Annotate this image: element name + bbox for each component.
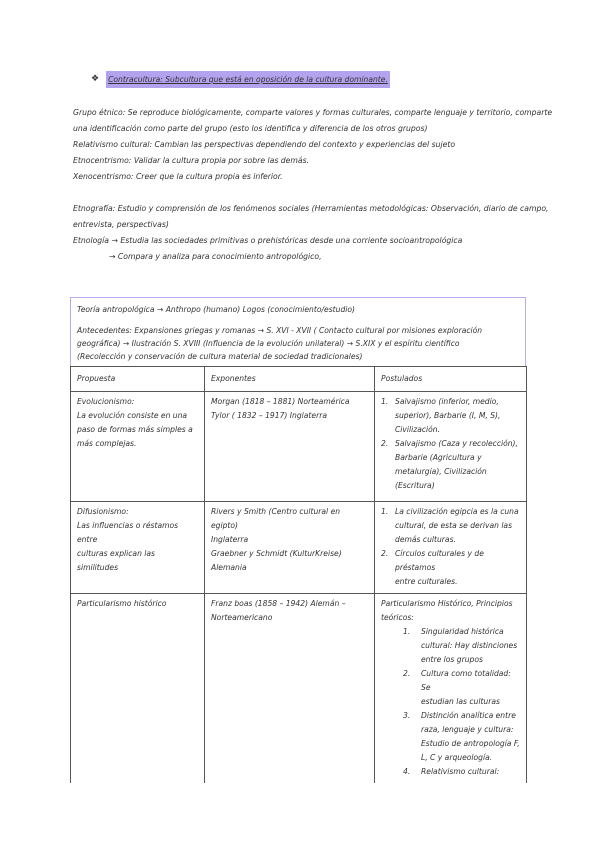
postulado-line: Círculos culturales y de préstamos — [395, 549, 484, 572]
postulado-line: Cultura como totalidad: Se — [421, 669, 511, 692]
propuesta-title: Difusionismo: — [77, 507, 129, 516]
propuesta-text: culturas explican las similitudes — [77, 549, 156, 572]
postulado-number: 1. — [403, 627, 411, 636]
exponente-line: Graebner y Schmidt (KulturKreise) — [211, 549, 342, 558]
postulado-line: entre culturales. — [395, 577, 458, 586]
postulado-line: (Escritura) — [395, 481, 435, 490]
postulados-list — [381, 395, 520, 493]
postulado-line: Salvajismo (Caza y recolección), — [395, 439, 518, 448]
header-postulados: Postulados — [375, 367, 527, 392]
postulados-cell — [375, 502, 527, 594]
postulado-line: Distinción analítica entre — [421, 711, 516, 720]
exponente-line: Franz boas (1858 – 1942) Alemán – — [211, 599, 346, 608]
postulado-item — [381, 395, 520, 437]
antecedentes-line-1: Antecedentes: Expansiones griegas y romanas → S. XVI - XVII ( Contacto cultural por misiones exploración — [77, 326, 483, 335]
postulado-line: cultural, de esta se derivan las — [395, 521, 513, 530]
propuesta-title: Particularismo histórico — [77, 599, 167, 608]
postulado-line: metalurgia), Civilización — [395, 467, 487, 476]
postulado-line: La civilización egipcia es la cuna — [395, 507, 519, 516]
postulado-number: 1. — [381, 507, 389, 516]
postulado-number: 3. — [403, 711, 411, 720]
table-row-particularismo — [71, 594, 527, 784]
propuesta-text: más complejas. — [77, 439, 137, 448]
exponente-line: Tylor ( 1832 – 1917) Inglaterra — [211, 411, 327, 420]
theory-header-box — [70, 297, 526, 366]
postulados-intro: Particularismo Histórico, Principios — [381, 599, 513, 608]
exponente-line: Inglaterra — [211, 535, 249, 544]
relativismo-line: Relativismo cultural: Cambian las perspectivas dependiendo del contexto y experiencias del sujeto — [73, 140, 456, 149]
postulado-line: cultural: Hay distinciones — [421, 641, 518, 650]
exponente-line: Morgan (1818 – 1881) Norteamérica — [211, 397, 350, 406]
grupo-etnico-line-2: una identificación como parte del grupo (esto los identifica y diferencia de los otros grupos) — [73, 124, 428, 133]
table-row-evolucionismo — [71, 392, 527, 502]
contracultura-bullet-line — [91, 71, 390, 88]
postulado-line: Civilización. — [395, 425, 441, 434]
postulado-number: 2. — [381, 439, 389, 448]
postulado-item — [403, 709, 520, 765]
postulados-cell — [375, 392, 527, 502]
grupo-etnico-line-1: Grupo étnico: Se reproduce biológicamente, comparte valores y formas culturales, comparte lenguaje y territorio, comparte — [73, 108, 553, 117]
theories-table — [70, 366, 527, 783]
exponentes-cell — [205, 594, 375, 784]
postulado-line: raza, lenguaje y cultura: — [421, 725, 514, 734]
header-exponentes: Exponentes — [205, 367, 375, 392]
etnologia-line-2: → Compara y analiza para conocimiento antropológico, — [109, 252, 322, 261]
propuesta-text: Las influencias o réstamos entre — [77, 521, 179, 544]
exponente-line: Rivers y Smith (Centro cultural en egipto) — [211, 507, 341, 530]
postulado-number: 2. — [381, 549, 389, 558]
postulado-item — [403, 625, 520, 667]
postulados-intro: teóricos: — [381, 613, 414, 622]
postulado-line: estudian las culturas — [421, 697, 500, 706]
etnocentrismo-line: Etnocentrismo: Validar la cultura propia por sobre las demás. — [73, 156, 310, 165]
postulado-line: Salvajismo (inferior, medio, — [395, 397, 499, 406]
etnologia-line-1: Etnología → Estudia las sociedades primitivas o prehistóricas desde una corriente socioantropológica — [73, 236, 463, 245]
diamond-bullet-icon: ❖ — [91, 74, 100, 84]
etnografia-line-1: Etnografía: Estudio y comprensión de los fenómenos sociales (Herramientas metodológicas: Observación, diario de campo, — [73, 204, 549, 213]
propuesta-cell — [71, 502, 205, 594]
theory-table-section — [70, 297, 526, 783]
postulados-list — [381, 625, 520, 779]
definitions-block-1 — [73, 105, 553, 185]
postulado-item — [403, 667, 520, 709]
xenocentrismo-line: Xenocentrismo: Creer que la cultura propia es inferior. — [73, 172, 283, 181]
postulados-list — [381, 505, 520, 589]
propuesta-text: paso de formas más simples a — [77, 425, 193, 434]
postulado-line: Barbarie (Agricultura y — [395, 453, 482, 462]
antecedentes-line-3: (Recolección y conservación de cultura material de sociedad tradicionales) — [77, 352, 363, 361]
theory-title: Teoría antropológica → Anthropo (humano) Logos (conocimiento/estudio) — [77, 305, 355, 314]
propuesta-title: Evolucionismo: — [77, 397, 135, 406]
exponente-line: Alemania — [211, 563, 247, 572]
table-row-difusionismo — [71, 502, 527, 594]
postulado-line: L, C y arqueología. — [421, 753, 493, 762]
postulado-line: Estudio de antropología F, — [421, 739, 520, 748]
postulado-line: Singularidad histórica — [421, 627, 504, 636]
exponentes-cell — [205, 502, 375, 594]
exponente-line: Norteamericano — [211, 613, 273, 622]
propuesta-cell — [71, 594, 205, 784]
postulado-line: demás culturas. — [395, 535, 456, 544]
antecedentes-line-2: geográfica) → Ilustración S. XVIII (Influencia de la evolución unilateral) → S.XIX y el espíritu científico — [77, 339, 460, 348]
postulado-line: superior), Barbarie (I, M, S), — [395, 411, 501, 420]
postulado-number: 2. — [403, 669, 411, 678]
postulado-item — [381, 505, 520, 547]
postulado-item — [381, 547, 520, 589]
definitions-block-2 — [73, 201, 549, 265]
header-propuesta: Propuesta — [71, 367, 205, 392]
postulados-cell — [375, 594, 527, 784]
postulado-line: Relativismo cultural: — [421, 767, 500, 776]
table-header-row — [71, 367, 527, 392]
postulado-number: 4. — [403, 767, 411, 776]
postulado-number: 1. — [381, 397, 389, 406]
etnografia-line-2: entrevista, perspectivas) — [73, 220, 169, 229]
exponentes-cell — [205, 392, 375, 502]
postulado-item — [403, 765, 520, 779]
postulado-line: entre los grupos — [421, 655, 483, 664]
propuesta-text: La evolución consiste en una — [77, 411, 188, 420]
propuesta-cell — [71, 392, 205, 502]
postulado-item — [381, 437, 520, 493]
contracultura-definition: Contracultura: Subcultura que está en oposición de la cultura dominante. — [106, 71, 390, 88]
